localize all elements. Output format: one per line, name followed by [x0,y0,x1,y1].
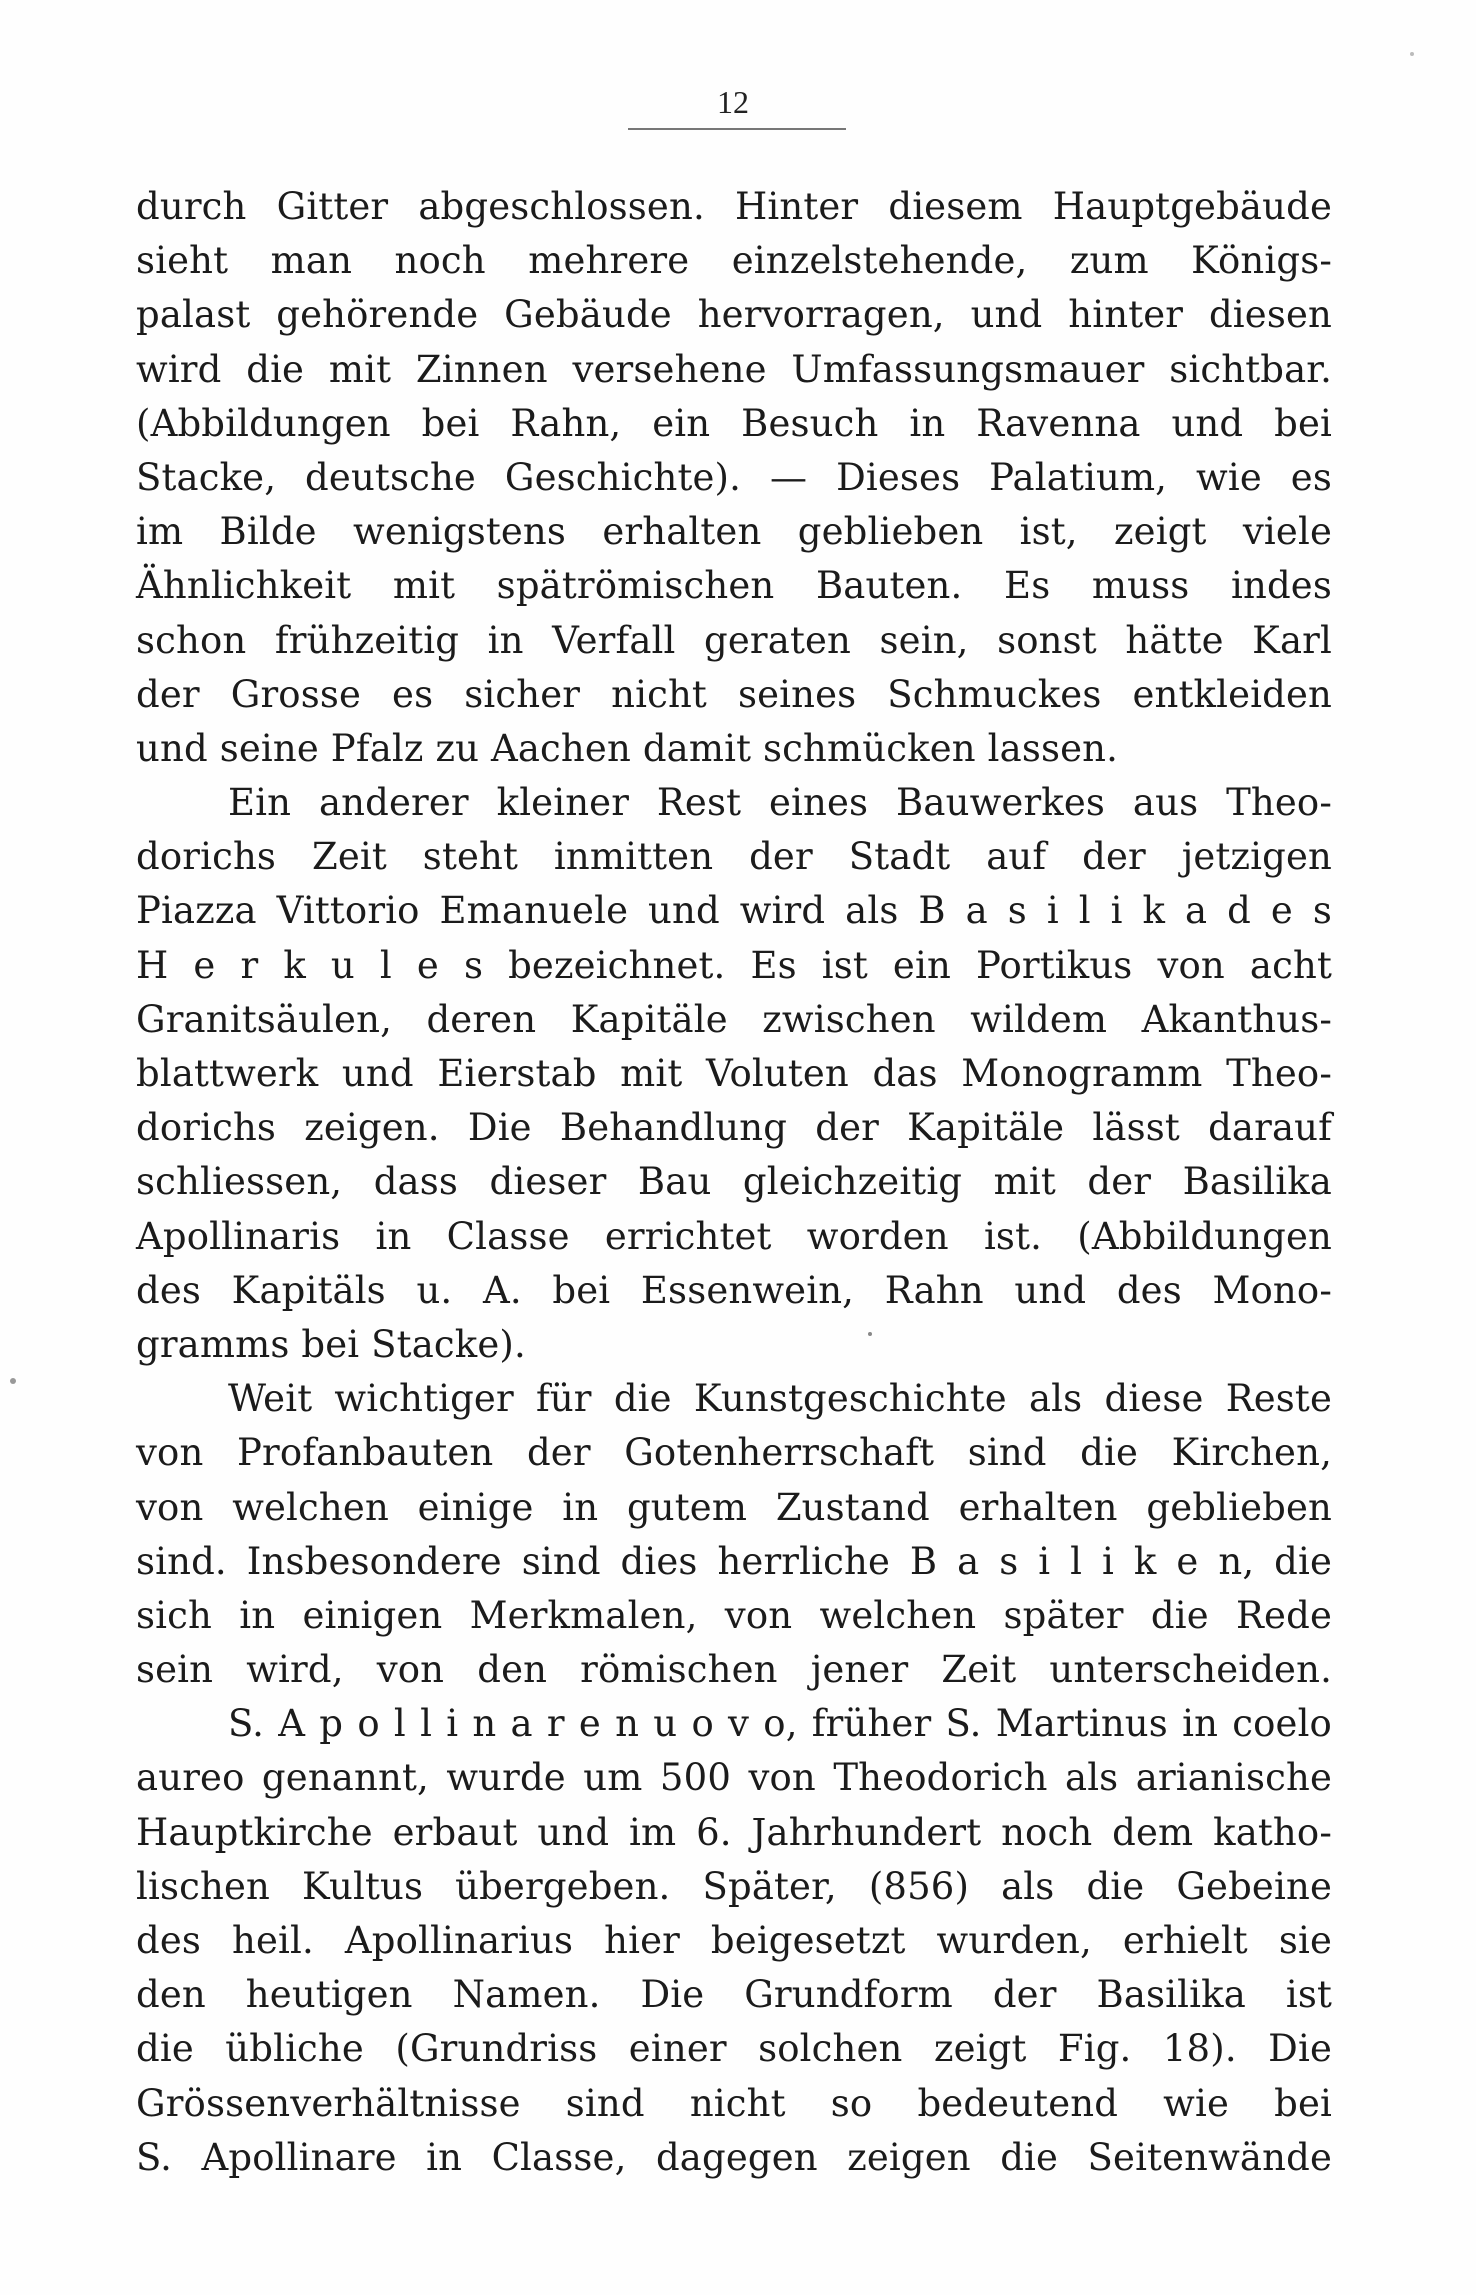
text-line: aureo genannt, wurde um 500 von Theodorich als arianische [136,1756,1332,1800]
paper-speck [10,1378,16,1384]
text-line: der Grosse es sicher nicht seines Schmuckes entkleiden [136,672,1332,716]
text-line: Ähnlichkeit mit spätrömischen Bauten. Es muss indes [136,564,1332,608]
text-line: von welchen einige in gutem Zustand erhalten geblieben [136,1485,1332,1529]
paragraph-end-line: und seine Pfalz zu Aachen damit schmücken lassen. [136,726,1119,770]
text-line: des heil. Apollinarius hier beigesetzt wurden, erhielt sie [136,1919,1332,1962]
text-line: H e r k u l e s bezeichnet. Es ist ein Portikus von acht [136,943,1332,987]
page-number [0,82,1476,122]
text-line: palast gehörende Gebäude hervorragen, und hinter diesen [136,293,1332,337]
text-line: schliessen, dass dieser Bau gleichzeitig mit der Basilika [136,1160,1332,1204]
text-line: sind. Insbesondere sind dies herrliche B a s i l i k e n, die [136,1539,1332,1583]
text-line: Apollinaris in Classe errichtet worden ist. (Abbildungen [136,1214,1332,1258]
body-text [136,180,1332,2185]
text-line: S. Apollinare in Classe, dagegen zeigen die Seitenwände [136,2135,1332,2179]
text-line: Hauptkirche erbaut und im 6. Jahrhundert noch dem katho- [136,1810,1332,1854]
text-line: dorichs Zeit steht inmitten der Stadt auf der jetzigen [136,835,1332,879]
text-line: lischen Kultus übergeben. Später, (856) als die Gebeine [136,1864,1332,1908]
text-line: (Abbildungen bei Rahn, ein Besuch in Ravenna und bei [136,401,1332,445]
text-line: Piazza Vittorio Emanuele und wird als B a s i l i k a d e s [136,889,1332,933]
text-line: sein wird, von den römischen jener Zeit unterscheiden. [136,1648,1332,1692]
text-line: den heutigen Namen. Die Grundform der Basilika ist [136,1973,1332,2017]
page-number-text: 12 [717,84,749,120]
paragraph-start-line: S. A p o l l i n a r e n u o v o, früher S. Martinus in coelo [228,1702,1332,1746]
text-line: die übliche (Grundriss einer solchen zeigt Fig. 18). Die [136,2027,1332,2071]
text-line: durch Gitter abgeschlossen. Hinter diesem Hauptgebäude [136,185,1332,228]
paper-speck [868,1332,872,1336]
text-line: wird die mit Zinnen versehene Umfassungsmauer sichtbar. [136,347,1332,391]
text-line: dorichs zeigen. Die Behandlung der Kapitäle lässt darauf [136,1106,1332,1150]
text-line: im Bilde wenigstens erhalten geblieben ist, zeigt viele [136,510,1332,554]
paragraph-end-line: gramms bei Stacke). [136,1322,526,1366]
text-line: schon frühzeitig in Verfall geraten sein, sonst hätte Karl [136,618,1332,662]
paragraph-start-line: Ein anderer kleiner Rest eines Bauwerkes aus Theo- [228,781,1332,825]
text-line: sich in einigen Merkmalen, von welchen später die Rede [136,1593,1332,1637]
paragraph-start-line: Weit wichtiger für die Kunstgeschichte als diese Reste [228,1377,1332,1421]
text-line: Stacke, deutsche Geschichte). — Dieses Palatium, wie es [136,455,1332,499]
text-line: Grössenverhältnisse sind nicht so bedeutend wie bei [136,2081,1332,2125]
text-line: blattwerk und Eierstab mit Voluten das Monogramm Theo- [136,1052,1332,1095]
header-rule [628,128,846,130]
text-line: Granitsäulen, deren Kapitäle zwischen wildem Akanthus- [136,997,1332,1041]
text-line: sieht man noch mehrere einzelstehende, zum Königs- [136,239,1332,283]
text-line: von Profanbauten der Gotenherrschaft sind die Kirchen, [136,1431,1332,1475]
text-line: des Kapitäls u. A. bei Essenwein, Rahn und des Mono- [136,1268,1332,1312]
paper-speck [1410,52,1414,56]
